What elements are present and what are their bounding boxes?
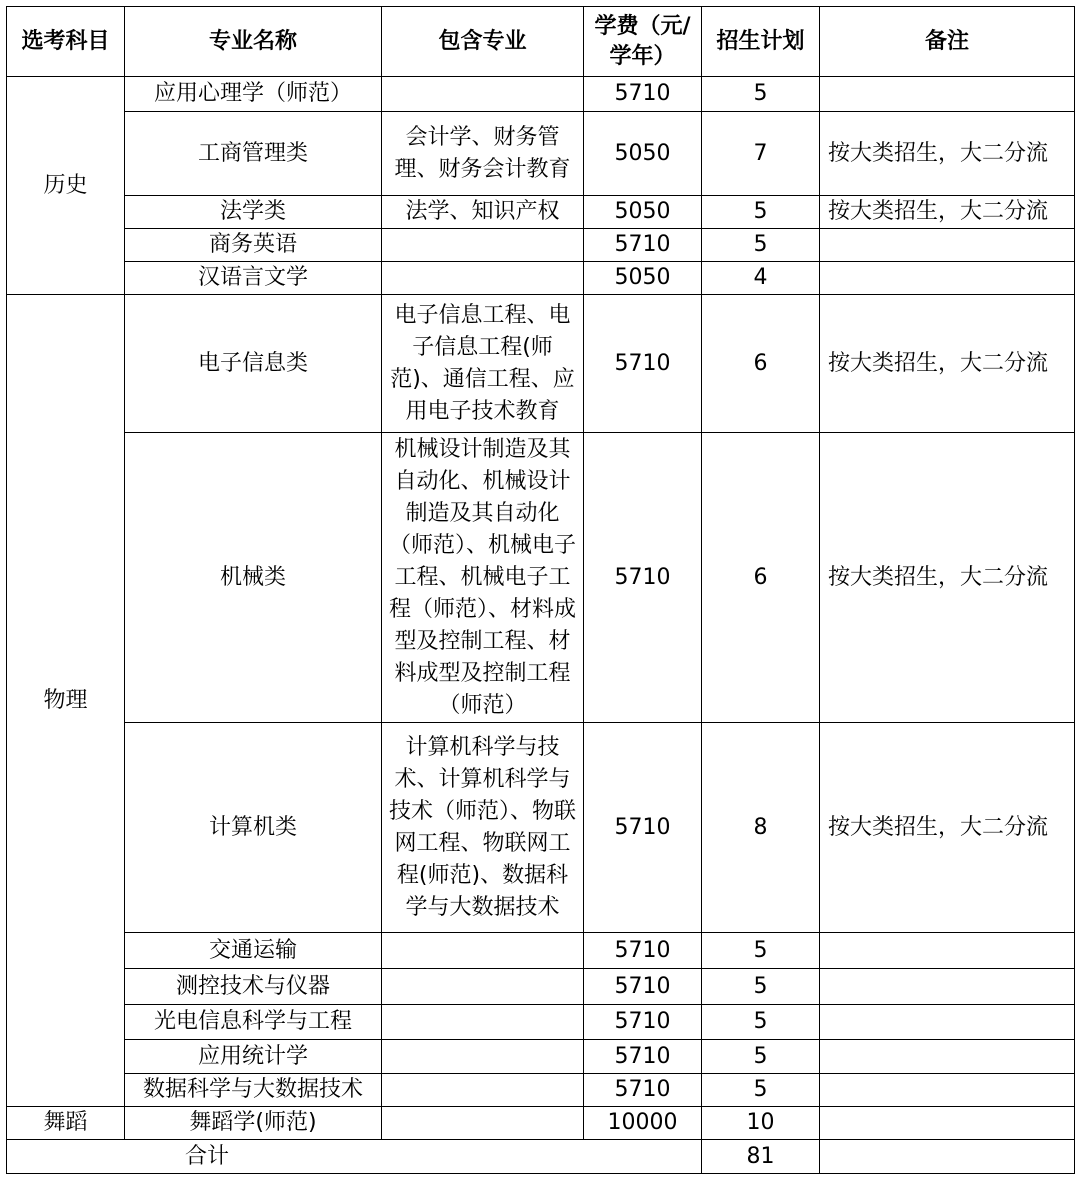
major-cell: 测控技术与仪器 — [125, 969, 382, 1005]
table-row — [7, 196, 1075, 229]
enrollment-table — [6, 6, 1075, 1174]
major-cell: 应用统计学 — [125, 1040, 382, 1074]
note-cell: 按大类招生，大二分流 — [820, 196, 1075, 229]
table-row — [7, 295, 1075, 433]
plan-cell: 8 — [702, 723, 820, 933]
included-cell: 机械设计制造及其自动化、机械设计制造及其自动化（师范）、机械电子工程、机械电子工程（师范）、材料成型及控制工程、材料成型及控制工程（师范） — [382, 433, 584, 723]
header-included: 包含专业 — [382, 7, 584, 77]
major-cell: 舞蹈学(师范) — [125, 1107, 382, 1140]
fee-cell: 5710 — [584, 1040, 702, 1074]
fee-cell: 5710 — [584, 433, 702, 723]
plan-cell: 5 — [702, 1074, 820, 1107]
table-row — [7, 112, 1075, 196]
included-cell: 法学、知识产权 — [382, 196, 584, 229]
fee-cell: 5710 — [584, 969, 702, 1005]
plan-cell: 10 — [702, 1107, 820, 1140]
total-label: 合计 — [7, 1140, 702, 1174]
fee-cell: 5710 — [584, 295, 702, 433]
major-cell: 商务英语 — [125, 229, 382, 262]
included-cell — [382, 1005, 584, 1040]
major-cell: 机械类 — [125, 433, 382, 723]
plan-cell: 6 — [702, 295, 820, 433]
fee-cell: 5710 — [584, 1005, 702, 1040]
fee-cell: 5710 — [584, 1074, 702, 1107]
note-cell — [820, 1005, 1075, 1040]
note-cell — [820, 77, 1075, 112]
major-cell: 交通运输 — [125, 933, 382, 969]
table-row — [7, 723, 1075, 933]
major-cell: 光电信息科学与工程 — [125, 1005, 382, 1040]
note-cell — [820, 933, 1075, 969]
table-row — [7, 433, 1075, 723]
major-cell: 工商管理类 — [125, 112, 382, 196]
fee-cell: 5710 — [584, 77, 702, 112]
major-cell: 电子信息类 — [125, 295, 382, 433]
plan-cell: 6 — [702, 433, 820, 723]
major-cell: 法学类 — [125, 196, 382, 229]
plan-cell: 4 — [702, 262, 820, 295]
note-cell — [820, 229, 1075, 262]
fee-cell: 5710 — [584, 723, 702, 933]
included-cell — [382, 77, 584, 112]
fee-cell: 5050 — [584, 112, 702, 196]
plan-cell: 5 — [702, 229, 820, 262]
header-subject: 选考科目 — [7, 7, 125, 77]
fee-cell: 5710 — [584, 933, 702, 969]
plan-cell: 5 — [702, 1005, 820, 1040]
included-cell — [382, 969, 584, 1005]
note-cell — [820, 262, 1075, 295]
note-cell: 按大类招生，大二分流 — [820, 723, 1075, 933]
included-cell — [382, 262, 584, 295]
plan-cell: 7 — [702, 112, 820, 196]
table-row — [7, 1005, 1075, 1040]
table-row — [7, 1040, 1075, 1074]
header-major: 专业名称 — [125, 7, 382, 77]
subject-cell: 物理 — [7, 295, 125, 1107]
table-row — [7, 1107, 1075, 1140]
note-cell: 按大类招生，大二分流 — [820, 112, 1075, 196]
major-cell: 应用心理学（师范） — [125, 77, 382, 112]
included-cell — [382, 1040, 584, 1074]
included-cell — [382, 1107, 584, 1140]
header-note: 备注 — [820, 7, 1075, 77]
total-note — [820, 1140, 1075, 1174]
table-row — [7, 1074, 1075, 1107]
table-row — [7, 77, 1075, 112]
plan-cell: 5 — [702, 933, 820, 969]
plan-cell: 5 — [702, 196, 820, 229]
note-cell — [820, 969, 1075, 1005]
table-row — [7, 262, 1075, 295]
header-row — [7, 7, 1075, 77]
total-plan: 81 — [702, 1140, 820, 1174]
note-cell — [820, 1040, 1075, 1074]
major-cell: 数据科学与大数据技术 — [125, 1074, 382, 1107]
fee-cell: 5050 — [584, 196, 702, 229]
header-fee-line2: 学年） — [609, 43, 676, 69]
note-cell: 按大类招生，大二分流 — [820, 295, 1075, 433]
major-cell: 汉语言文学 — [125, 262, 382, 295]
total-row — [7, 1140, 1075, 1174]
header-fee — [584, 7, 702, 77]
subject-cell: 历史 — [7, 77, 125, 295]
note-cell — [820, 1074, 1075, 1107]
included-cell: 计算机科学与技术、计算机科学与技术（师范）、物联网工程、物联网工程(师范)、数据科学与大数据技术 — [382, 723, 584, 933]
major-cell: 计算机类 — [125, 723, 382, 933]
included-cell: 会计学、财务管理、财务会计教育 — [382, 112, 584, 196]
included-cell — [382, 933, 584, 969]
table-row — [7, 969, 1075, 1005]
included-cell — [382, 229, 584, 262]
table-row — [7, 229, 1075, 262]
fee-cell: 10000 — [584, 1107, 702, 1140]
header-plan: 招生计划 — [702, 7, 820, 77]
header-fee-line1: 学费（元/ — [594, 13, 691, 39]
plan-cell: 5 — [702, 969, 820, 1005]
fee-cell: 5050 — [584, 262, 702, 295]
note-cell: 按大类招生，大二分流 — [820, 433, 1075, 723]
fee-cell: 5710 — [584, 229, 702, 262]
note-cell — [820, 1107, 1075, 1140]
plan-cell: 5 — [702, 1040, 820, 1074]
table-row — [7, 933, 1075, 969]
plan-cell: 5 — [702, 77, 820, 112]
included-cell: 电子信息工程、电子信息工程(师范)、通信工程、应用电子技术教育 — [382, 295, 584, 433]
included-cell — [382, 1074, 584, 1107]
subject-cell: 舞蹈 — [7, 1107, 125, 1140]
